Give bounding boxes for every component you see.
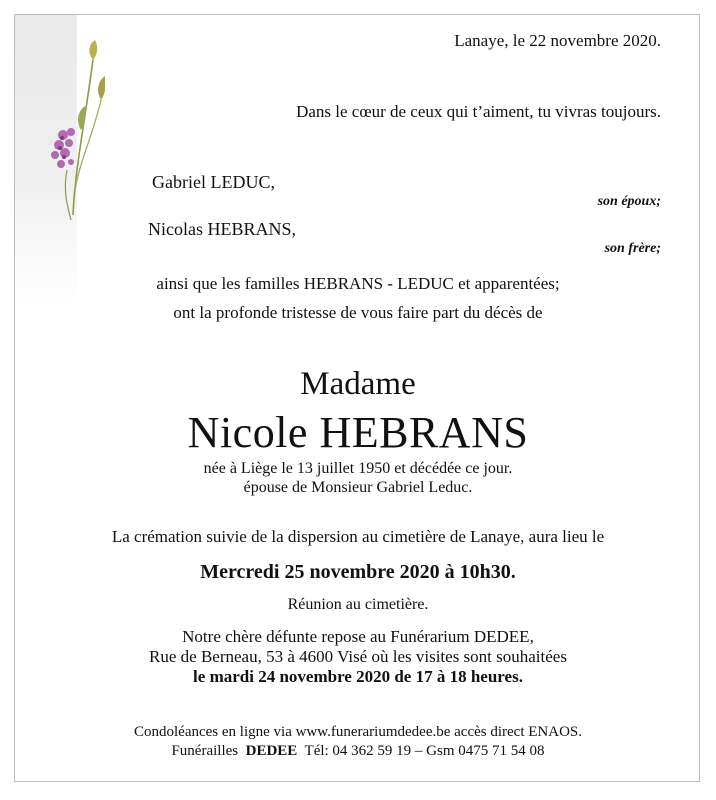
funeral-phone: Tél: 04 362 59 19 – Gsm 0475 71 54 08 bbox=[304, 743, 545, 759]
birth-death-line: née à Liège le 13 juillet 1950 et décédée ce jour. bbox=[203, 460, 513, 477]
meeting-line: Réunion au cimetière. bbox=[287, 596, 429, 613]
funeral-contact-line bbox=[0, 743, 716, 760]
visits-line-2: Rue de Berneau, 53 à 4600 Visé où les visites sont souhaitées bbox=[149, 647, 567, 666]
deceased-name: Nicole HEBRANS bbox=[187, 408, 529, 457]
memorial-quote: Dans le cœur de ceux qui t’aiment, tu vivras toujours. bbox=[296, 102, 661, 121]
deceased-title: Madame bbox=[300, 366, 416, 402]
flower-illustration bbox=[15, 40, 105, 230]
announcement-line-1: ainsi que les familles HEBRANS - LEDUC et apparentées; bbox=[156, 274, 560, 293]
funeral-prefix: Funérailles bbox=[171, 743, 239, 759]
visits-line-3: le mardi 24 novembre 2020 de 17 à 18 heures. bbox=[193, 667, 523, 686]
announcement-line-2: ont la profonde tristesse de vous faire part du décès de bbox=[173, 303, 543, 322]
ceremony-intro: La crémation suivie de la dispersion au cimetière de Lanaye, aura lieu le bbox=[111, 527, 605, 546]
visits-line-1: Notre chère défunte repose au Funérarium DEDEE, bbox=[182, 627, 534, 646]
family-relation-1: son époux; bbox=[597, 194, 661, 209]
spouse-line: épouse de Monsieur Gabriel Leduc. bbox=[243, 479, 473, 496]
family-relation-2: son frère; bbox=[604, 241, 661, 256]
date-line: Lanaye, le 22 novembre 2020. bbox=[454, 31, 661, 50]
funeral-home-name: DEDEE bbox=[245, 743, 298, 759]
family-name-1: Gabriel LEDUC, bbox=[152, 172, 275, 192]
ceremony-date: Mercredi 25 novembre 2020 à 10h30. bbox=[200, 561, 516, 583]
family-name-2: Nicolas HEBRANS, bbox=[148, 219, 296, 239]
condolences-line: Condoléances en ligne via www.funerariumdedee.be accès direct ENAOS. bbox=[133, 724, 583, 740]
